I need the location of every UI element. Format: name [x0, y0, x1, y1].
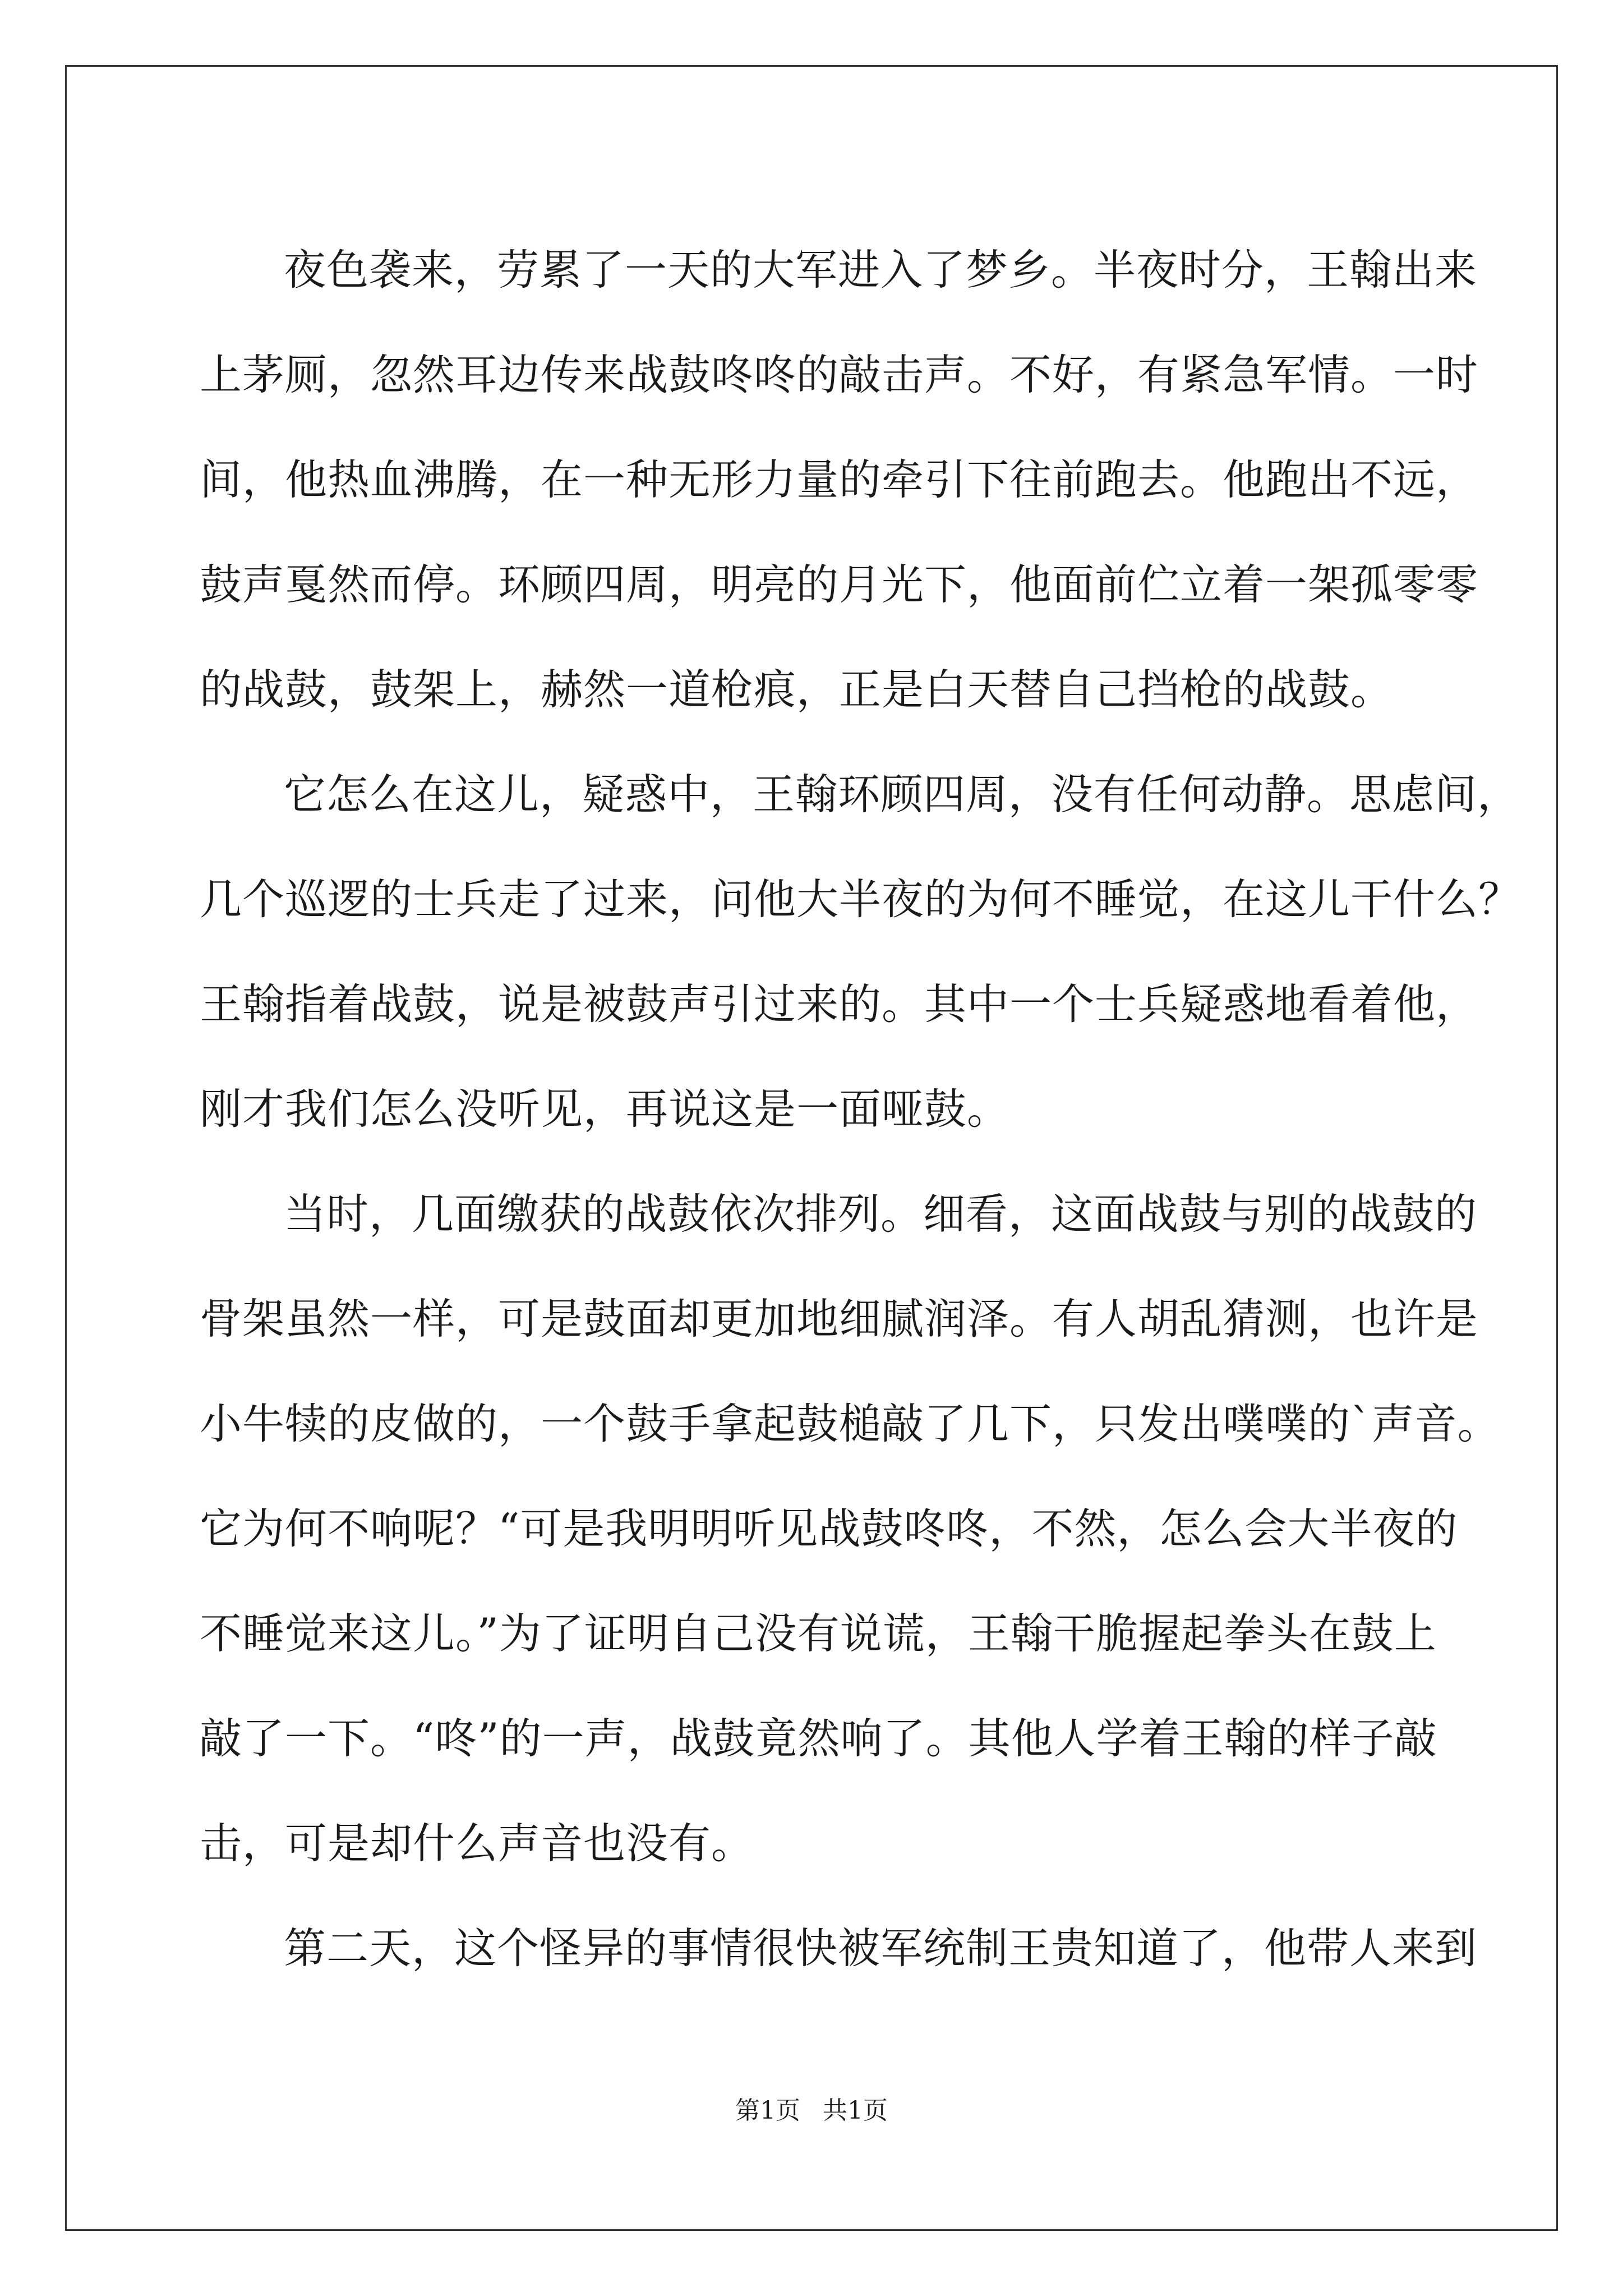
page-current: 第1页: [735, 2096, 800, 2125]
text-line: 间，他热血沸腾，在一种无形力量的牵引下往前跑去。他跑出不远，: [200, 455, 1479, 504]
text-line: 上茅厕，忽然耳边传来战鼓咚咚的敲击声。不好，有紧急军情。一时: [200, 350, 1479, 399]
text-line: 小牛犊的皮做的，一个鼓手拿起鼓槌敲了几下，只发出噗噗的`声音。: [200, 1399, 1500, 1448]
text-line: 鼓声戛然而停。环顾四周，明亮的月光下，他面前伫立着一架孤零零: [200, 560, 1479, 609]
text-line: 王翰指着战鼓，说是被鼓声引过来的。其中一个士兵疑惑地看着他，: [200, 979, 1479, 1029]
text-line: 骨架虽然一样，可是鼓面却更加地细腻润泽。有人胡乱猜测，也许是: [200, 1294, 1479, 1343]
text-line: 击，可是却什么声音也没有。: [200, 1819, 754, 1868]
text-line: 当时，几面缴获的战鼓依次排列。细看，这面战鼓与别的战鼓的: [284, 1189, 1478, 1239]
text-line: 夜色袭来，劳累了一天的大军进入了梦乡。半夜时分，王翰出来: [284, 245, 1478, 295]
text-line: 几个巡逻的士兵走了过来，问他大半夜的为何不睡觉，在这儿干什么？: [200, 875, 1521, 924]
document-body: [200, 218, 1521, 2001]
text-line: 它怎么在这儿，疑惑中，王翰环顾四周，没有任何动静。思虑间，: [284, 770, 1520, 819]
text-line: 敲了一下。“咚”的一声，战鼓竟然响了。其他人学着王翰的样子敲: [200, 1714, 1437, 1763]
page-total: 共1页: [823, 2096, 888, 2125]
text-line: 刚才我们怎么没听见，再说这是一面哑鼓。: [200, 1084, 1010, 1134]
text-line: 第二天，这个怪异的事情很快被军统制王贵知道了，他带人来到: [284, 1924, 1478, 1973]
text-line: 的战鼓，鼓架上，赫然一道枪痕，正是白天替自己挡枪的战鼓。: [200, 665, 1394, 714]
page-footer: [0, 2094, 1623, 2128]
text-line: 它为何不响呢？“可是我明明听见战鼓咚咚，不然，怎么会大半夜的: [200, 1504, 1458, 1553]
text-line: 不睡觉来这儿。”为了证明自己没有说谎，王翰干脆握起拳头在鼓上: [200, 1609, 1437, 1658]
